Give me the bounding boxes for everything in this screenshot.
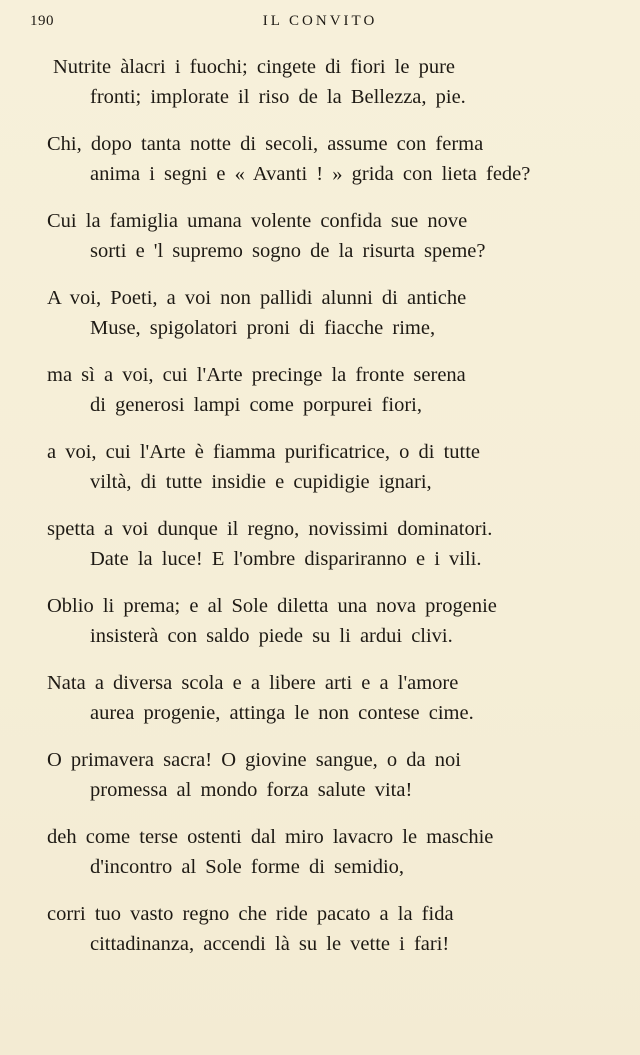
verse-line: a voi, cui l'Arte è fiamma purificatrice, o di tutte (47, 441, 481, 463)
stanza (0, 591, 640, 651)
stanza (0, 52, 640, 112)
verse-line-indented: cittadinanza, accendi là su le vette i fari! (90, 933, 450, 955)
stanza (0, 129, 640, 189)
verse-line: Chi, dopo tanta notte di secoli, assume con ferma (47, 133, 484, 155)
verse-line: Cui la famiglia umana volente confida sue nove (47, 210, 468, 232)
verse-line: ma sì a voi, cui l'Arte precinge la fronte serena (47, 364, 466, 386)
stanza (0, 437, 640, 497)
verse-line: Oblio li prema; e al Sole diletta una nova progenie (47, 595, 497, 617)
verse-line: spetta a voi dunque il regno, novissimi dominatori. (47, 518, 493, 540)
poem-body (0, 52, 640, 976)
stanza (0, 283, 640, 343)
verse-line-indented: promessa al mondo forza salute vita! (90, 779, 413, 801)
stanza (0, 360, 640, 420)
stanza (0, 822, 640, 882)
stanza (0, 745, 640, 805)
running-title: IL CONVITO (262, 13, 378, 29)
verse-line-indented: viltà, di tutte insidie e cupidigie ignari, (90, 471, 432, 493)
verse-line: corri tuo vasto regno che ride pacato a la fida (47, 903, 454, 925)
stanza (0, 899, 640, 959)
verse-line: A voi, Poeti, a voi non pallidi alunni di antiche (47, 287, 467, 309)
verse-line-indented: aurea progenie, attinga le non contese cime. (90, 702, 474, 724)
verse-line: Nutrite àlacri i fuochi; cingete di fiori le pure (53, 56, 455, 78)
verse-line-indented: fronti; implorate il riso de la Bellezza, pie. (90, 86, 466, 108)
stanza (0, 206, 640, 266)
stanza (0, 668, 640, 728)
page-number: 190 (30, 13, 54, 29)
verse-line-indented: insisterà con saldo piede su li ardui clivi. (90, 625, 453, 647)
verse-line: deh come terse ostenti dal miro lavacro le maschie (47, 826, 494, 848)
verse-line-indented: di generosi lampi come porpurei fiori, (90, 394, 422, 416)
verse-line: O primavera sacra! O giovine sangue, o da noi (47, 749, 461, 771)
verse-line-indented: Date la luce! E l'ombre dispariranno e i vili. (90, 548, 482, 570)
verse-line-indented: anima i segni e « Avanti ! » grida con lieta fede? (90, 163, 531, 185)
verse-line: Nata a diversa scola e a libere arti e a l'amore (47, 672, 459, 694)
verse-line-indented: sorti e 'l supremo sogno de la risurta speme? (90, 240, 486, 262)
verse-line-indented: Muse, spigolatori proni di fiacche rime, (90, 317, 436, 339)
stanza (0, 514, 640, 574)
verse-line-indented: d'incontro al Sole forme di semidio, (90, 856, 405, 878)
